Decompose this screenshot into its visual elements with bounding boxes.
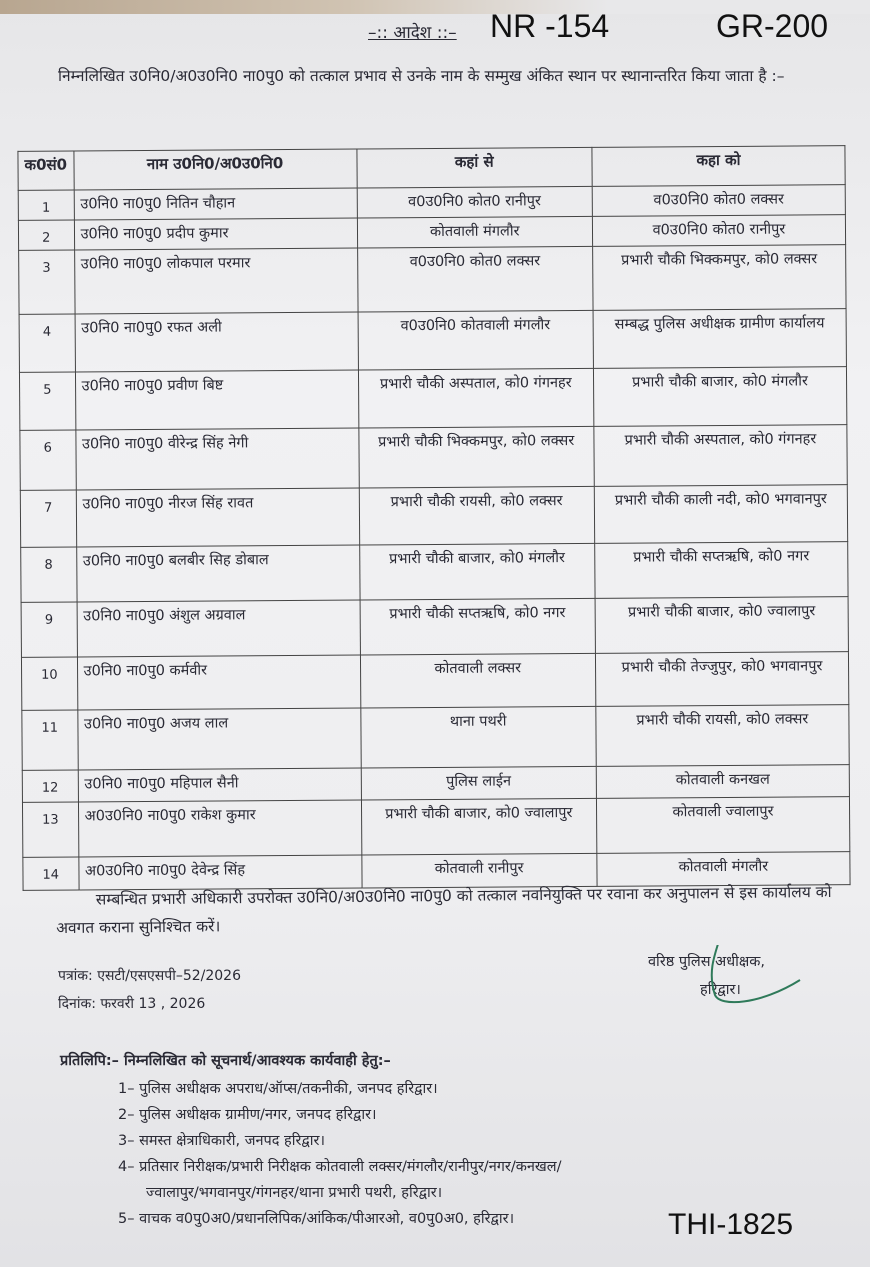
transfer-table (17, 145, 850, 891)
serial-cell: 7 (20, 490, 76, 547)
from-cell: प्रभारी चौकी अस्पताल, को0 गंगनहर (358, 368, 594, 428)
from-cell: व0उ0नि0 कोत0 रानीपुर (357, 186, 593, 218)
name-cell: उ0नि0 ना0पु0 महिपाल सैनी (78, 768, 361, 802)
to-cell: व0उ0नि0 कोत0 लक्सर (592, 185, 845, 217)
order-title: –:: आदेश ::– (368, 23, 457, 43)
to-cell: कोतवाली ज्वालापुर (596, 797, 849, 854)
copy-item: ज्वालापुर/भगवानपुर/गंगनहर/थाना प्रभारी पथरी, हरिद्वार। (146, 1185, 443, 1201)
copy-item: 4– प्रतिसार निरीक्षक/प्रभारी निरीक्षक कोतवाली लक्सर/मंगलौर/रानीपुर/नगर/कनखल/ (118, 1159, 562, 1175)
serial-cell: 5 (19, 372, 75, 430)
copy-item: 5– वाचक व0पु0अ0/प्रधानलिपिक/आंकिक/पीआरओ, व0पु0अ0, हरिद्वार। (118, 1211, 515, 1227)
from-cell: प्रभारी चौकी रायसी, को0 लक्सर (359, 486, 595, 545)
name-cell: उ0नि0 ना0पु0 प्रदीप कुमार (74, 218, 357, 250)
to-cell: कोतवाली कनखल (596, 765, 849, 799)
from-cell: प्रभारी चौकी बाजार, को0 ज्वालापुर (361, 798, 597, 855)
table-header-row (18, 146, 845, 191)
serial-cell: 9 (21, 602, 77, 657)
name-cell: उ0नि0 ना0पु0 बलबीर सिह डोबाल (76, 545, 359, 602)
to-cell: प्रभारी चौकी रायसी, को0 लक्सर (596, 705, 850, 767)
serial-cell: 14 (23, 857, 79, 890)
name-cell: उ0नि0 ना0पु0 नीरज सिंह रावत (76, 488, 359, 547)
order-date: दिनांक: फरवरी 13 , 2026 (58, 996, 206, 1012)
signature (620, 945, 820, 1005)
serial-cell: 6 (20, 430, 76, 490)
serial-cell: 11 (22, 710, 78, 770)
table-row (21, 597, 848, 658)
to-cell: प्रभारी चौकी बाजार, को0 ज्वालापुर (595, 597, 848, 654)
table-body (18, 185, 850, 891)
col-name: नाम उ0नि0/अ0उ0नि0 (73, 149, 356, 190)
name-cell: उ0नि0 ना0पु0 लोकपाल परमार (74, 248, 357, 314)
signatory-title: वरिष्ठ पुलिस अधीक्षक, (648, 954, 766, 970)
table-row (19, 245, 846, 315)
from-cell: प्रभारी चौकी भिक्कमपुर, को0 लक्सर (358, 426, 594, 488)
from-cell: व0उ0नि0 कोतवाली मंगलौर (358, 310, 594, 370)
copy-item: 2– पुलिस अधीक्षक ग्रामीण/नगर, जनपद हरिद्वार। (118, 1107, 377, 1123)
from-cell: व0उ0नि0 कोत0 लक्सर (357, 246, 593, 312)
name-cell: उ0नि0 ना0पु0 रफत अली (75, 312, 358, 372)
name-cell: अ0उ0नि0 ना0पु0 राकेश कुमार (78, 800, 361, 857)
to-cell: व0उ0नि0 कोत0 रानीपुर (592, 215, 845, 247)
table-row (20, 485, 847, 548)
to-cell: प्रभारी चौकी बाजार, को0 मंगलौर (593, 367, 847, 427)
to-cell: प्रभारी चौकी अस्पताल, को0 गंगनहर (594, 425, 848, 487)
col-serial: क0सं0 (18, 151, 74, 190)
from-cell: कोतवाली लक्सर (360, 653, 596, 708)
table-row (22, 797, 849, 858)
copy-heading: प्रतिलिपि:– निम्नलिखित को सूचनार्थ/आवश्यक कार्यवाही हेतु:– (60, 1053, 391, 1069)
name-cell: उ0नि0 ना0पु0 कर्मवीर (77, 655, 360, 710)
from-cell: थाना पथरी (360, 706, 596, 768)
name-cell: उ0नि0 ना0पु0 नितिन चौहान (74, 188, 357, 220)
stamp-thi: THI-1825 (668, 1208, 794, 1241)
serial-cell: 1 (18, 190, 74, 220)
serial-cell: 8 (21, 547, 77, 602)
name-cell: उ0नि0 ना0पु0 प्रवीण बिष्ट (75, 370, 358, 430)
col-to: कहा को (592, 146, 845, 187)
intro-paragraph: निम्नलिखित उ0नि0/अ0उ0नि0 ना0पु0 को तत्काल प्रभाव से उनके नाम के सम्मुख अंकित स्थान पर स्थानान्तरित किया जाता है :– (58, 67, 785, 85)
serial-cell: 3 (19, 250, 75, 314)
table-row (19, 367, 846, 431)
to-cell: प्रभारी चौकी भिक्कमपुर, को0 लक्सर (592, 245, 846, 311)
table-row (20, 425, 847, 491)
table-row (19, 309, 846, 373)
name-cell: उ0नि0 ना0पु0 अजय लाल (77, 708, 360, 770)
to-cell: प्रभारी चौकी काली नदी, को0 भगवानपुर (594, 485, 848, 544)
to-cell: कोतवाली मंगलौर (597, 852, 850, 887)
col-from: कहां से (356, 147, 592, 188)
serial-cell: 10 (21, 657, 77, 710)
from-cell: प्रभारी चौकी सप्तऋषि, को0 नगर (360, 598, 596, 655)
table-row (21, 542, 848, 603)
copy-item: 3– समस्त क्षेत्राधिकारी, जनपद हरिद्वार। (118, 1133, 325, 1149)
to-cell: प्रभारी चौकी तेज्जुपुर, को0 भगवानपुर (595, 652, 848, 707)
name-cell: उ0नि0 ना0पु0 अंशुल अग्रवाल (77, 600, 360, 657)
from-cell: कोतवाली मंगलौर (357, 216, 593, 248)
name-cell: अ0उ0नि0 ना0पु0 देवेन्द्र सिंह (78, 855, 361, 890)
serial-cell: 4 (19, 314, 75, 372)
from-cell: कोतवाली रानीपुर (361, 853, 597, 888)
signatory-place: हरिद्वार। (700, 982, 741, 998)
stamp-nr: NR -154 (490, 8, 610, 44)
serial-cell: 2 (18, 220, 74, 250)
from-cell: प्रभारी चौकी बाजार, को0 मंगलौर (359, 543, 595, 600)
from-cell: पुलिस लाईन (361, 766, 597, 800)
closing-paragraph: सम्बन्धित प्रभारी अधिकारी उपरोक्त उ0नि0/अ0उ0नि0 ना0पु0 को तत्काल नवनियुक्ति पर रवाना कर अनुपालन से इस कार्यालय को अवगत कराना सुनिश्चित करें। (56, 882, 832, 938)
copy-item: 1– पुलिस अधीक्षक अपराध/ऑप्स/तकनीकी, जनपद हरिद्वार। (118, 1081, 438, 1097)
to-cell: सम्बद्ध पुलिस अधीक्षक ग्रामीण कार्यालय (593, 309, 847, 369)
table-row (21, 652, 848, 711)
stamp-gr: GR-200 (716, 8, 829, 44)
name-cell: उ0नि0 ना0पु0 वीरेन्द्र सिंह नेगी (75, 428, 358, 490)
serial-cell: 12 (22, 770, 78, 802)
to-cell: प्रभारी चौकी सप्तऋषि, को0 नगर (595, 542, 848, 599)
serial-cell: 13 (22, 802, 78, 857)
reference-number: पत्रांक: एसटी/एसएसपी–52/2026 (58, 968, 241, 984)
table-row (22, 705, 849, 771)
